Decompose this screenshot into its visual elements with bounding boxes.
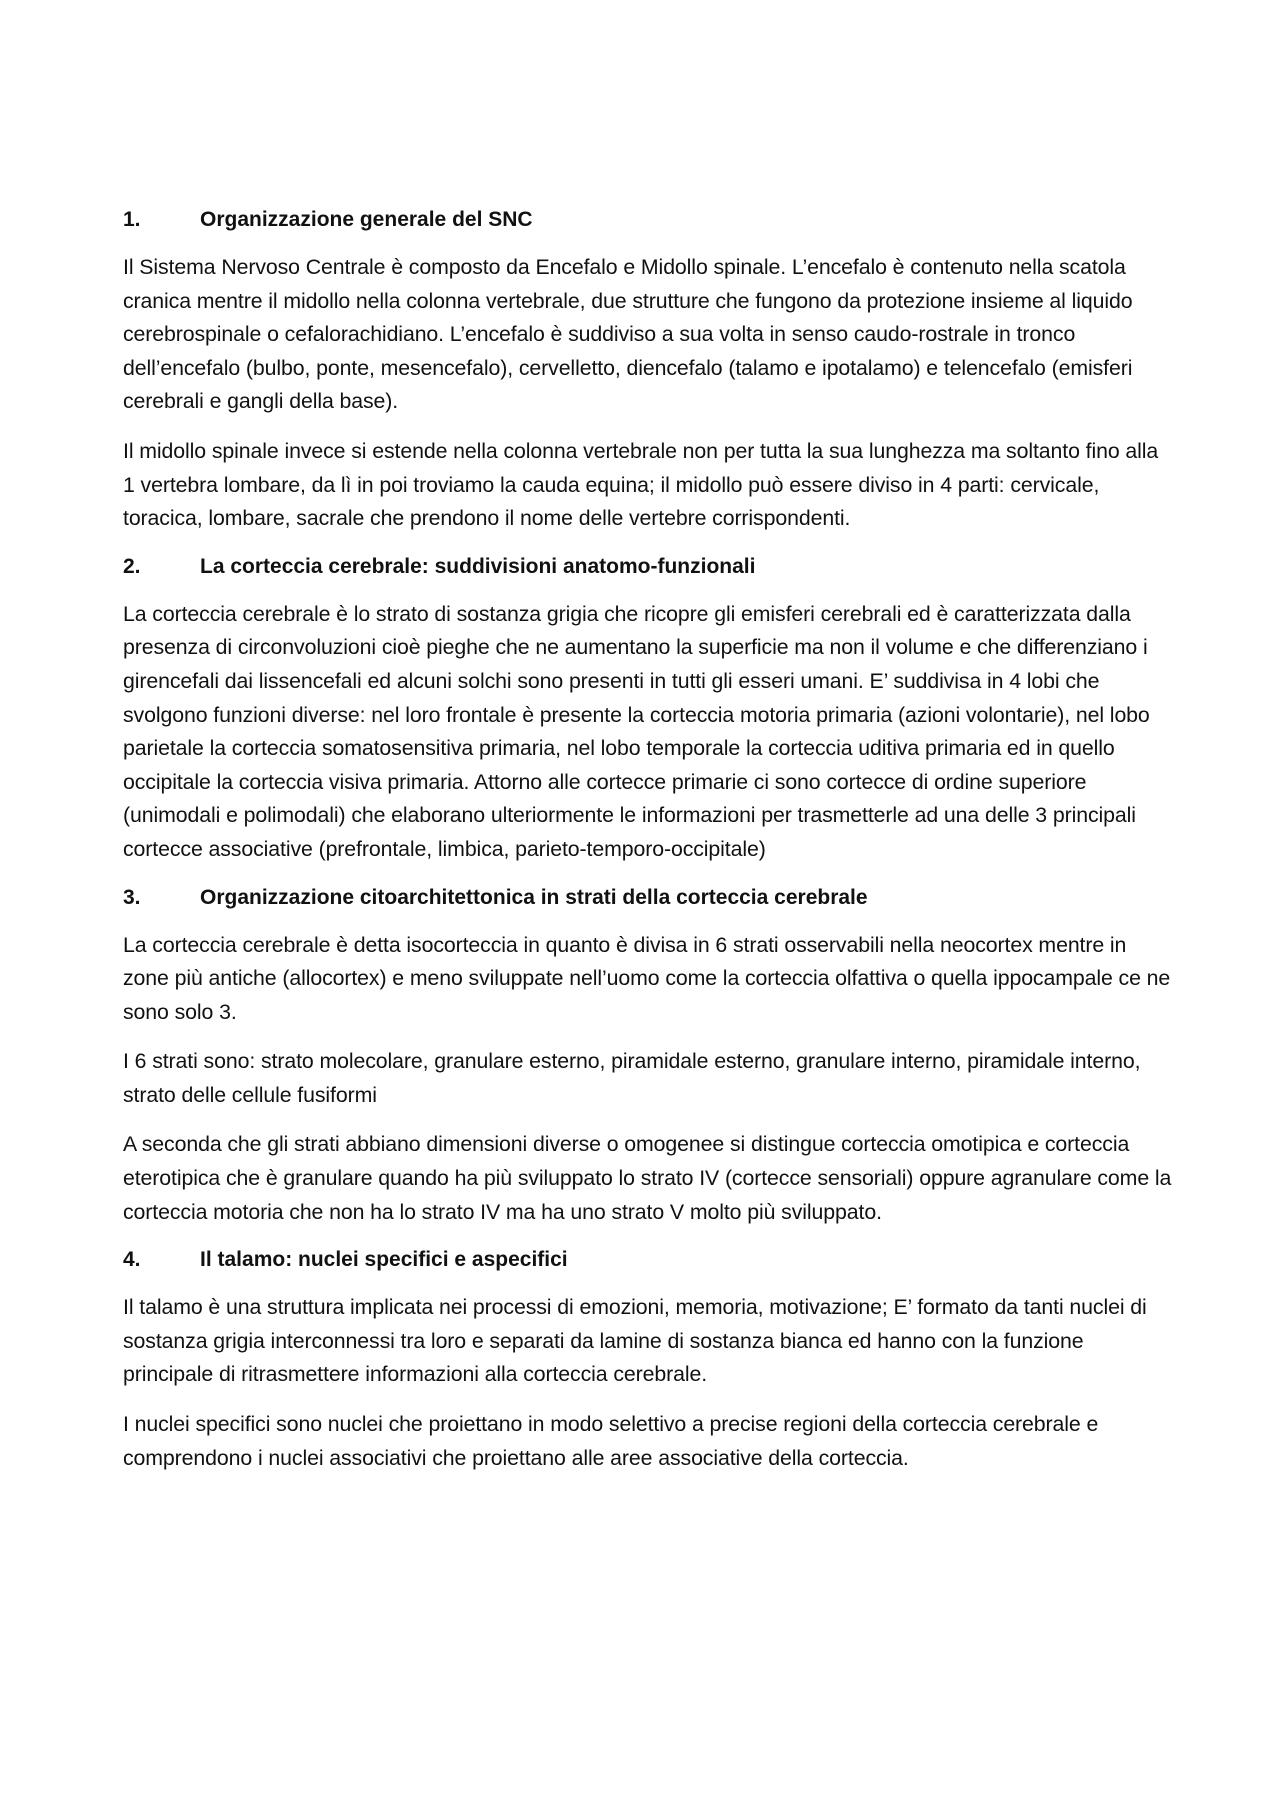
section-1 bbox=[123, 205, 1173, 536]
paragraph: Il midollo spinale invece si estende nella colonna vertebrale non per tutta la sua lunghezza ma soltanto fino alla 1 vertebra lombare, da lì in poi troviamo la cauda equina; il midollo può essere diviso in 4 parti: cervicale, toracica, lombare, sacrale che prendono il nome delle vertebre corrispondenti. bbox=[123, 438, 1159, 531]
paragraph: La corteccia cerebrale è detta isocorteccia in quanto è divisa in 6 strati osservabili nella neocortex mentre in zone più antiche (allocortex) e meno sviluppate nell’uomo come la corteccia olfattiva o quella ippocampale ce ne sono solo 3. bbox=[123, 932, 1171, 1024]
section-number: 1. bbox=[123, 208, 141, 231]
section-heading bbox=[123, 552, 1173, 582]
paragraph: A seconda che gli strati abbiano dimensioni diverse o omogenee si distingue corteccia omotipica e corteccia eterotipica che è granulare quando ha più sviluppato lo strato IV (cortecce sensoriali) oppure agranulare come la corteccia motoria che non ha lo strato IV ma ha uno strato V molto più sviluppato. bbox=[123, 1132, 1172, 1224]
section-heading bbox=[123, 205, 1173, 235]
section-title: Il talamo: nuclei specifici e aspecifici bbox=[200, 1248, 568, 1272]
section-title: Organizzazione generale del SNC bbox=[200, 208, 533, 231]
section-heading bbox=[123, 883, 1173, 913]
paragraph: La corteccia cerebrale è lo strato di sostanza grigia che ricopre gli emisferi cerebrali ed è caratterizzata dalla presenza di circonvoluzioni cioè pieghe che ne aumentano la superficie ma non il volume e che differenziano i girencefali dai lissencefali ed alcuni solchi sono presenti in tutti gli esseri umani. E’ suddivisa in 4 lobi che svolgono funzioni diverse: nel loro frontale è presente la corteccia motoria primaria (azioni volontarie), nel lobo parietale la corteccia somatosensitiva primaria, nel lobo temporale la corteccia uditiva primaria ed in quello occipitale la corteccia visiva primaria. Attorno alle cortecce primarie ci sono cortecce di ordine superiore (unimodali e polimodali) che elaborano ulteriormente le informazioni per trasmetterle ad una delle 3 principali cortecce associative (prefrontale, limbica, parieto-temporo-occipitale) bbox=[123, 601, 1150, 861]
section-number: 2. bbox=[123, 554, 141, 578]
section-4 bbox=[123, 1245, 1173, 1475]
document-page bbox=[123, 205, 1173, 1491]
paragraph: I 6 strati sono: strato molecolare, granulare esterno, piramidale esterno, granulare interno, piramidale interno, strato delle cellule fusiformi bbox=[123, 1049, 1141, 1107]
section-heading bbox=[123, 1245, 1173, 1275]
paragraph: Il talamo è una struttura implicata nei processi di emozioni, memoria, motivazione; E’ formato da tanti nuclei di sostanza grigia interconnessi tra loro e separati da lamine di sostanza bianca ed hanno con la funzione principale di ritrasmettere informazioni alla corteccia cerebrale. bbox=[123, 1295, 1147, 1387]
section-title: La corteccia cerebrale: suddivisioni anatomo-funzionali bbox=[200, 554, 756, 578]
section-2 bbox=[123, 552, 1173, 867]
section-number: 3. bbox=[123, 885, 141, 909]
section-3 bbox=[123, 883, 1173, 1230]
section-title: Organizzazione citoarchitettonica in strati della corteccia cerebrale bbox=[200, 885, 868, 909]
paragraph: I nuclei specifici sono nuclei che proiettano in modo selettivo a precise regioni della corteccia cerebrale e comprendono i nuclei associativi che proiettano alle aree associative della corteccia. bbox=[123, 1412, 1099, 1470]
section-number: 4. bbox=[123, 1248, 141, 1272]
paragraph: Il Sistema Nervoso Centrale è composto da Encefalo e Midollo spinale. L’encefalo è contenuto nella scatola cranica mentre il midollo nella colonna vertebrale, due strutture che fungono da protezione insieme al liquido cerebrospinale o cefalorachidiano. L’encefalo è suddiviso a sua volta in senso caudo-rostrale in tronco dell’encefalo (bulbo, ponte, mesencefalo), cervelletto, diencefalo (talamo e ipotalamo) e telencefalo (emisferi cerebrali e gangli della base). bbox=[123, 255, 1133, 414]
